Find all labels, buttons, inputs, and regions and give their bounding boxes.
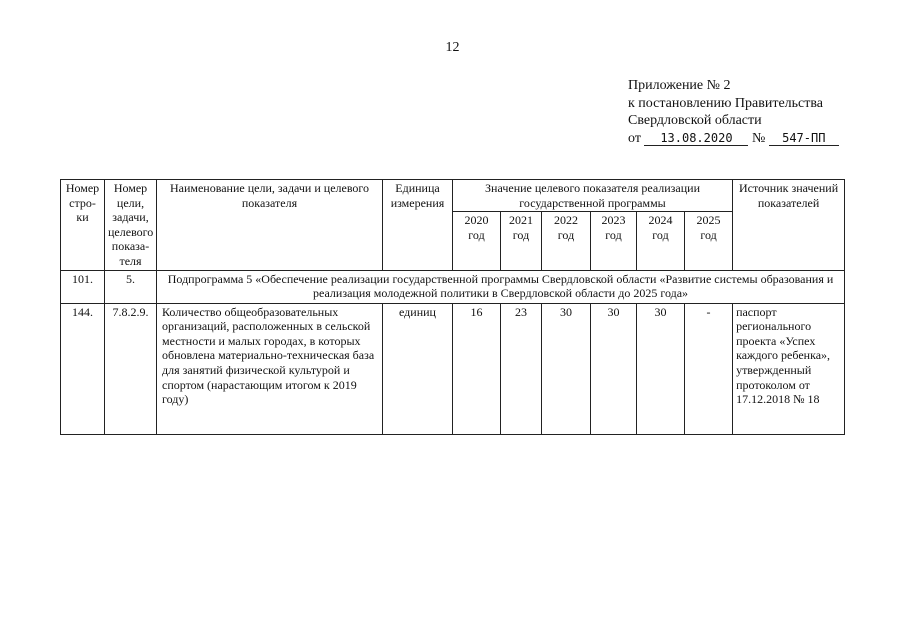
header-values-group: Значение целевого показателя реализации государственной программы: [453, 180, 733, 212]
header-year: 2023 год: [591, 212, 637, 270]
appendix-region-line: Свердловской области: [628, 113, 762, 128]
indicator-name: Количество общеобразовательных организаций, расположенных в сельской местности и малых городах, в которых обновлена материально-техническая база для занятий физической культурой и спортом (нарастающим итогом к 2019 году): [157, 303, 383, 434]
header-row-number: Номер стро-ки: [61, 180, 105, 271]
header-source: Источник значений показателей: [733, 180, 845, 271]
resolution-date: 13.08.2020: [644, 132, 748, 146]
value-cell: 16: [453, 303, 501, 434]
value-cell: -: [685, 303, 733, 434]
data-row-number: 144.: [61, 303, 105, 434]
value-cell: 30: [542, 303, 591, 434]
header-year: 2021 год: [501, 212, 542, 270]
subprogram-row: [61, 270, 845, 303]
appendix-date-line: [628, 130, 839, 148]
value-cell: 23: [501, 303, 542, 434]
indicator-source: паспорт регионального проекта «Успех каждого ребенка», утвержденный протоколом от 17.12.2018 № 18: [733, 303, 845, 434]
indicator-unit: единиц: [383, 303, 453, 434]
subprogram-title: Подпрограмма 5 «Обеспечение реализации государственной программы Свердловской области «Развитие системы образования и реализация молодежной политики в Свердловской области до 2025 года»: [157, 270, 845, 303]
value-cell: 30: [591, 303, 637, 434]
table-row: [61, 303, 845, 434]
header-row: [61, 180, 845, 212]
header-year: 2024 год: [637, 212, 685, 270]
data-goal-number: 7.8.2.9.: [105, 303, 157, 434]
header-goal-number: Номер цели, задачи, целевого показа-теля: [105, 180, 157, 271]
appendix-resolution-line: к постановлению Правительства: [628, 95, 824, 111]
subprogram-goal-number: 5.: [105, 270, 157, 303]
number-label: №: [751, 130, 766, 146]
resolution-number: 547-ПП: [769, 132, 839, 146]
header-year: 2022 год: [542, 212, 591, 270]
page-number: 12: [445, 40, 460, 55]
header-name: Наименование цели, задачи и целевого показателя: [157, 180, 383, 271]
appendix-title: Приложение № 2: [628, 78, 731, 93]
header-unit: Единица измерения: [383, 180, 453, 271]
value-cell: 30: [637, 303, 685, 434]
header-year: 2025 год: [685, 212, 733, 270]
from-label: от: [628, 130, 641, 146]
indicators-table: [60, 179, 845, 435]
header-year: 2020 год: [453, 212, 501, 270]
subprogram-row-number: 101.: [61, 270, 105, 303]
appendix-header: [628, 77, 839, 147]
